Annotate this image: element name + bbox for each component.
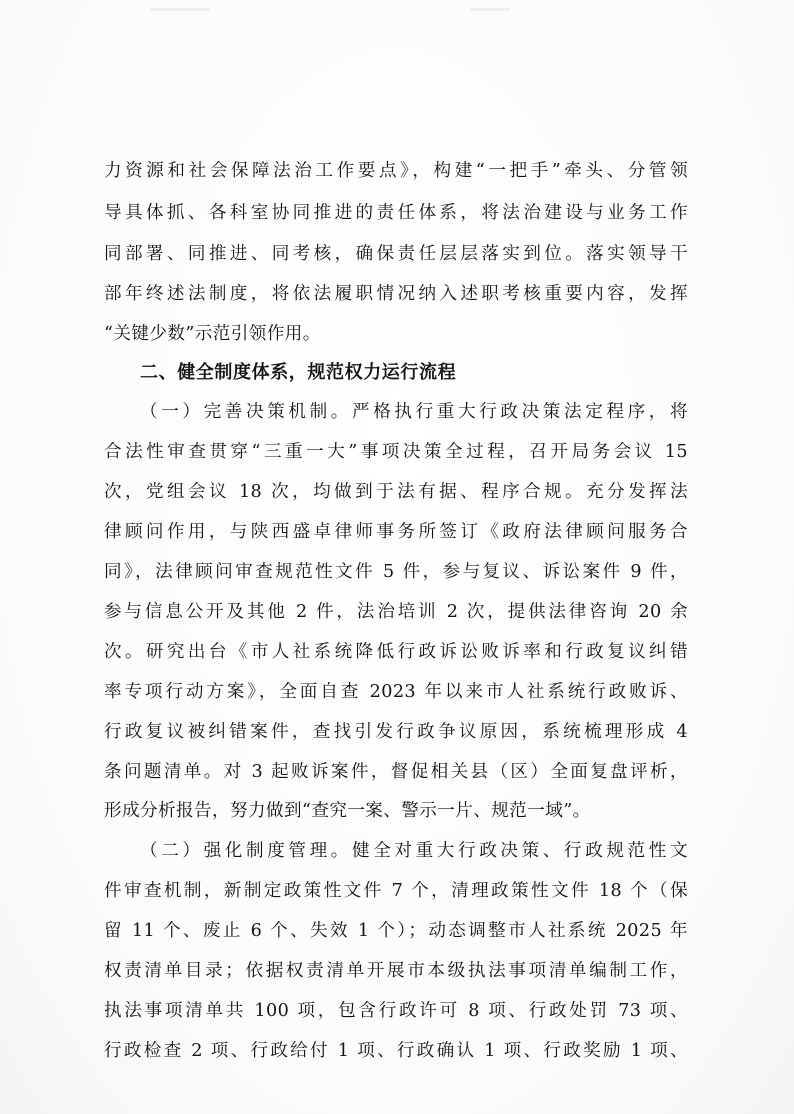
text-line: “关键少数”示范引领作用。 [104, 324, 321, 344]
text-line: 件审查机制，新制定政策性文件 7 个，清理政策性文件 18 个（保 [104, 881, 688, 901]
text-line: 同部署、同推进、同考核，确保责任层层落实到位。落实领导干 [104, 244, 688, 264]
text-line: 率专项行动方案》，全面自查 2023 年以来市人社系统行政败诉、 [104, 682, 688, 702]
text-line: 律顾问作用，与陕西盛卓律师事务所签订《政府法律顾问服务合 [104, 522, 688, 542]
text-line: 次，党组会议 18 次，均做到于法有据、程序合规。充分发挥法 [104, 482, 688, 502]
text-line: 同》，法律顾问审查规范性文件 5 件，参与复议、诉讼案件 9 件， [104, 562, 688, 582]
text-line: 条问题清单。对 3 起败诉案件，督促相关县（区）全面复盘评析， [104, 762, 688, 782]
text-line: 执法事项清单共 100 项，包含行政许可 8 项、行政处罚 73 项、 [104, 1001, 688, 1021]
text-line: 形成分析报告，努力做到“查究一案、警示一片、规范一域”。 [104, 801, 591, 821]
text-line: 次。研究出台《市人社系统降低行政诉讼败诉率和行政复议纠错 [104, 642, 688, 662]
text-line: 力资源和社会保障法治工作要点》，构建“一把手”牵头、分管领 [104, 161, 688, 181]
text-line: 权责清单目录；依据权责清单开展市本级执法事项清单编制工作， [104, 961, 688, 981]
paragraph-first-line: （一）完善决策机制。严格执行重大行政决策法定程序，将 [140, 402, 688, 422]
text-line: 导具体抓、各科室协同推进的责任体系，将法治建设与业务工作 [104, 203, 688, 223]
text-line: 参与信息公开及其他 2 件，法治培训 2 次，提供法律咨询 20 余 [104, 602, 688, 622]
text-line: 合法性审查贯穿“三重一大”事项决策全过程，召开局务会议 15 [104, 442, 688, 462]
paragraph-first-line: （二）强化制度管理。健全对重大行政决策、行政规范性文 [140, 841, 688, 861]
scan-mark [150, 8, 210, 11]
scan-mark [470, 8, 510, 11]
text-line: 行政复议被纠错案件，查找引发行政争议原因，系统梳理形成 4 [104, 722, 688, 742]
text-line: 行政检查 2 项、行政给付 1 项、行政确认 1 项、行政奖励 1 项、 [104, 1041, 688, 1061]
section-heading: 二、健全制度体系，规范权力运行流程 [140, 362, 457, 383]
text-line: 留 11 个、废止 6 个、失效 1 个）；动态调整市人社系统 2025 年 [104, 921, 688, 941]
text-line: 部年终述法制度，将依法履职情况纳入述职考核重要内容，发挥 [104, 284, 688, 304]
